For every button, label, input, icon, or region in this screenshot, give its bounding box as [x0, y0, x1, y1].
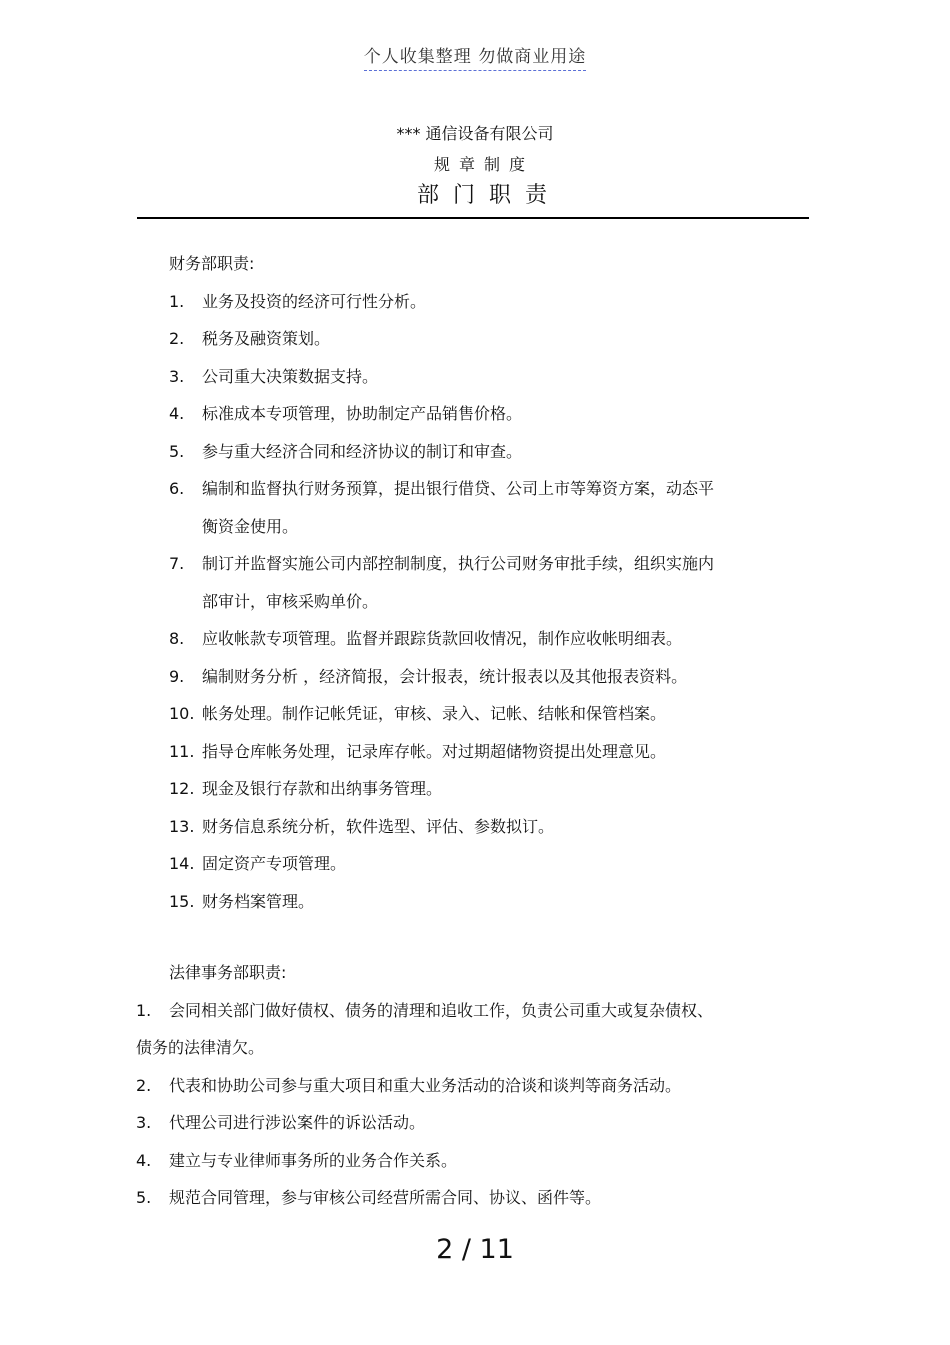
list-item-text: 标准成本专项管理，协助制定产品销售价格。 [202, 404, 523, 423]
list-item-text: 帐务处理。制作记帐凭证，审核、录入、记帐、结帐和保管档案。 [202, 704, 667, 723]
list-item-number: 15. [169, 891, 195, 911]
finance-section-heading: 财务部职责: [169, 254, 255, 273]
list-item-text: 指导仓库帐务处理，记录库存帐。对过期超储物资提出处理意见。 [202, 741, 667, 761]
list-item-text: 制订并监督实施公司内部控制制度，执行公司财务审批手续，组织实施内 [202, 554, 715, 573]
list-item-number: 8. [169, 629, 185, 648]
list-item-text: 衡资金使用。 [202, 516, 299, 536]
list-item-number: 12. [169, 779, 195, 798]
list-item-number: 14. [169, 854, 195, 873]
page-title: 部门职责 [416, 183, 561, 208]
list-item-number: 10. [169, 704, 195, 723]
list-item-text: 部审计，审核采购单价。 [202, 591, 379, 611]
list-item-text: 参与重大经济合同和经济协议的制订和审查。 [202, 441, 523, 461]
list-item-text: 编制和监督执行财务预算，提出银行借贷、公司上市等筹资方案，动态平 [202, 479, 715, 498]
list-item-number: 7. [169, 554, 185, 573]
list-item-number: 13. [169, 816, 195, 836]
list-item-number: 3. [169, 366, 185, 386]
list-item-text: 财务档案管理。 [202, 891, 315, 911]
list-item-number: 1. [169, 291, 185, 311]
list-item-text: 规范合同管理，参与审核公司经营所需合同、协议、函件等。 [169, 1188, 602, 1207]
list-item-number: 5. [169, 441, 185, 461]
list-item-text: 公司重大决策数据支持。 [202, 366, 379, 386]
list-item-number: 2. [169, 329, 185, 348]
list-item-text: 应收帐款专项管理。监督并跟踪货款回收情况，制作应收帐明细表。 [202, 629, 683, 648]
list-item-number: 11. [169, 741, 195, 761]
list-item-number: 2. [136, 1075, 152, 1095]
list-item-text: 现金及银行存款和出纳事务管理。 [202, 779, 443, 798]
list-item-text: 财务信息系统分析，软件选型、评估、参数拟订。 [202, 816, 555, 836]
legal-section-heading: 法律事务部职责: [169, 963, 287, 982]
list-item-text: 业务及投资的经济可行性分析。 [202, 291, 427, 311]
list-item-number: 6. [169, 479, 185, 498]
page-number: 2 / 11 [436, 1234, 514, 1265]
list-item-text: 代理公司进行涉讼案件的诉讼活动。 [169, 1113, 426, 1132]
list-item-text: 建立与专业律师事务所的业务合作关系。 [169, 1150, 458, 1170]
list-item-number: 1. [136, 1000, 152, 1020]
list-item-text: 固定资产专项管理。 [202, 854, 347, 873]
list-item-text: 会同相关部门做好债权、债务的清理和追收工作，负责公司重大或复杂债权、 [169, 1000, 714, 1020]
list-item-text: 编制财务分析 ，经济简报，会计报表，统计报表以及其他报表资料。 [202, 666, 688, 686]
list-item-number: 9. [169, 666, 185, 686]
watermark [0, 42, 950, 67]
header-divider [137, 217, 809, 219]
list-item-text: 债务的法律清欠。 [136, 1038, 265, 1057]
list-item-number: 4. [169, 404, 185, 423]
list-item-text: 代表和协助公司参与重大项目和重大业务活动的洽谈和谈判等商务活动。 [169, 1075, 682, 1095]
document-subtitle: 规章制度 [433, 155, 534, 174]
watermark-text: 个人收集整理 勿做商业用途 [364, 47, 586, 71]
company-name: *** 通信设备有限公司 [396, 124, 554, 143]
list-item-text: 税务及融资策划。 [202, 329, 331, 348]
list-item-number: 4. [136, 1150, 152, 1170]
list-item-number: 5. [136, 1188, 152, 1207]
list-item-number: 3. [136, 1113, 152, 1132]
